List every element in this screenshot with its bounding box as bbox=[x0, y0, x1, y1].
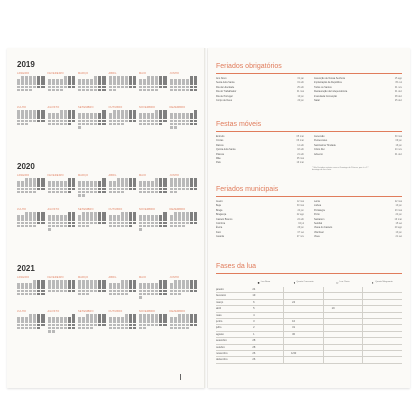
holiday-date: 13 jun bbox=[395, 204, 402, 208]
holiday-name: Dia do Trabalhador bbox=[216, 90, 237, 94]
mini-month-name: DEZEMBRO bbox=[169, 106, 186, 109]
holiday-date: 30 mai bbox=[394, 135, 402, 138]
mini-month bbox=[48, 106, 76, 132]
moon-phase-name: Lua Cheia bbox=[339, 281, 350, 283]
page-mark bbox=[180, 374, 181, 380]
holiday-name: Vila Real bbox=[314, 230, 324, 234]
moon-month: outubro bbox=[216, 344, 244, 350]
mini-month-days bbox=[17, 76, 45, 91]
holiday-name: Restauração da Independência bbox=[314, 90, 348, 94]
holiday-table bbox=[216, 135, 402, 166]
mini-month-name: OUTUBRO bbox=[108, 310, 123, 313]
moon-row bbox=[216, 357, 402, 363]
holiday-date: 19 abr bbox=[297, 81, 304, 85]
holiday-name: Corpo de Deus bbox=[216, 98, 233, 102]
holiday-name: Porto bbox=[314, 213, 320, 217]
holiday-date: 22 mai bbox=[394, 200, 402, 203]
mini-month bbox=[48, 174, 76, 200]
mini-month-name: SETEMBRO bbox=[78, 208, 94, 211]
holiday-date: 24 jun bbox=[297, 208, 304, 212]
mini-month-name: MAIO bbox=[139, 72, 147, 75]
mini-month-days bbox=[109, 212, 137, 227]
holiday-name: Lisboa bbox=[314, 204, 322, 208]
moon-day: 24 bbox=[284, 299, 304, 305]
mini-month bbox=[48, 310, 76, 336]
mini-month-days bbox=[17, 178, 45, 193]
holiday-name: Dia da Liberdade bbox=[216, 85, 235, 89]
moon-day: 5 bbox=[244, 306, 264, 312]
holiday-date: 05 mai bbox=[296, 156, 304, 160]
mini-month-name: FEVEREIRO bbox=[47, 276, 64, 279]
moon-phase-header bbox=[216, 277, 402, 287]
holiday-name: Cinzas bbox=[216, 139, 224, 143]
moon-day: 26 bbox=[244, 351, 264, 357]
mini-month-days bbox=[109, 178, 137, 193]
mini-month-days bbox=[139, 110, 167, 125]
holiday-date: 22 ago bbox=[296, 213, 304, 217]
mini-month-days bbox=[78, 110, 106, 129]
header-spacer bbox=[216, 277, 244, 287]
section-rule bbox=[216, 73, 402, 74]
mini-month-days bbox=[170, 76, 198, 91]
moon-phase-name: Quarto Minguante bbox=[375, 281, 393, 283]
holiday-row bbox=[216, 99, 304, 103]
moon-day: 4 bbox=[244, 312, 264, 318]
mini-month-days bbox=[109, 110, 137, 125]
holiday-name: Viana do Castelo bbox=[314, 226, 333, 230]
moon-phase-icon: ○ bbox=[336, 279, 339, 285]
holiday-name: Santarém bbox=[314, 217, 325, 221]
mini-month bbox=[109, 208, 137, 234]
moon-table bbox=[216, 287, 402, 364]
section-rule bbox=[216, 196, 402, 197]
mini-month-days bbox=[139, 314, 167, 329]
mini-month-days bbox=[48, 76, 76, 91]
holiday-note: * São Feriados móveis como o Domingo de Páscoa, que é o 1.º domingo de lua cheia. bbox=[312, 166, 369, 172]
mini-month bbox=[17, 106, 45, 132]
mini-month-days bbox=[17, 110, 45, 125]
moon-day bbox=[284, 357, 304, 363]
mini-month bbox=[17, 174, 45, 200]
mini-month-name: MARÇO bbox=[78, 174, 89, 177]
holiday-table bbox=[216, 200, 402, 240]
holiday-name: Évora bbox=[216, 226, 223, 230]
mini-month bbox=[78, 276, 106, 302]
moon-month: junho bbox=[216, 319, 244, 325]
mini-month bbox=[78, 310, 106, 336]
holiday-name: Pentecostes bbox=[314, 139, 328, 143]
holiday-name: Imaculada Conceição bbox=[314, 94, 337, 98]
mini-month bbox=[139, 106, 167, 132]
mini-month bbox=[78, 106, 106, 132]
holiday-column-right bbox=[314, 77, 402, 103]
holiday-name: Natal bbox=[314, 98, 320, 102]
mini-month bbox=[170, 106, 198, 132]
moon-month: setembro bbox=[216, 338, 244, 344]
moon-phase-name: Quarto Crescente bbox=[296, 281, 314, 283]
mini-month-days bbox=[139, 76, 167, 91]
holiday-date: 13 jun bbox=[395, 230, 402, 234]
moon-day: 30 bbox=[284, 331, 304, 337]
right-page bbox=[208, 48, 410, 388]
moon-month: novembro bbox=[216, 351, 244, 357]
holiday-name: Leiria bbox=[314, 200, 320, 203]
mini-month-name: MAIO bbox=[139, 276, 147, 279]
mini-month-name: JANEIRO bbox=[17, 174, 30, 177]
holiday-date: 25 abr bbox=[297, 85, 304, 89]
mini-month-days bbox=[17, 314, 45, 329]
month-grid bbox=[17, 276, 197, 336]
month-grid bbox=[17, 174, 197, 234]
section-title: Feriados obrigatórios bbox=[216, 63, 282, 70]
holiday-name: Beja bbox=[216, 204, 221, 208]
holiday-name: Advento bbox=[314, 152, 323, 156]
holiday-name: Entrudo bbox=[216, 135, 225, 138]
holiday-date: 15 ago bbox=[394, 77, 402, 80]
holiday-row bbox=[216, 235, 304, 239]
moon-day: 31 bbox=[284, 325, 304, 331]
mini-month bbox=[109, 72, 137, 98]
mini-month bbox=[17, 208, 45, 234]
holiday-date: 21 abr bbox=[297, 152, 304, 156]
holiday-date: 30 mai bbox=[296, 204, 304, 208]
moon-day bbox=[264, 357, 284, 363]
mini-month bbox=[139, 276, 167, 302]
mini-month bbox=[48, 276, 76, 302]
holiday-date: 24 nov bbox=[394, 148, 402, 152]
moon-month: abril bbox=[216, 306, 244, 312]
mini-month-days bbox=[139, 212, 167, 231]
section-rule bbox=[216, 131, 402, 132]
holiday-date: 20 jun bbox=[297, 98, 304, 102]
holiday-date: 06 mar bbox=[296, 139, 304, 143]
holiday-name: Implantação da República bbox=[314, 81, 342, 85]
holiday-table bbox=[216, 77, 402, 103]
mini-month-name: JULHO bbox=[17, 106, 27, 109]
holiday-row bbox=[314, 99, 402, 103]
holiday-name: Castelo Branco bbox=[216, 217, 233, 221]
month-grid bbox=[17, 72, 197, 132]
mini-month bbox=[109, 106, 137, 132]
holiday-row bbox=[216, 161, 304, 165]
section-feriados-obrigatorios bbox=[216, 62, 402, 103]
mini-month-name: JANEIRO bbox=[17, 276, 30, 279]
mini-month-days bbox=[170, 280, 198, 295]
holiday-date: 25 dez bbox=[394, 98, 402, 102]
mini-month bbox=[78, 208, 106, 234]
moon-day: 19 bbox=[244, 293, 264, 299]
mini-month-name: MARÇO bbox=[78, 276, 89, 279]
holiday-name: Portalegre bbox=[314, 208, 326, 212]
mini-month-days bbox=[109, 280, 137, 295]
section-title: Fases da lua bbox=[216, 263, 257, 270]
holiday-date: 01 jan bbox=[297, 77, 304, 80]
mini-month-days bbox=[78, 280, 106, 295]
holiday-date: 08 dez bbox=[394, 94, 402, 98]
mini-month-days bbox=[109, 314, 137, 329]
mini-month-name: MAIO bbox=[139, 174, 147, 177]
moon-month: março bbox=[216, 299, 244, 305]
mini-month-name: JULHO bbox=[17, 310, 27, 313]
mini-month-days bbox=[48, 280, 76, 292]
section-feriados-municipais bbox=[216, 185, 402, 240]
mini-month bbox=[170, 310, 198, 336]
mini-month bbox=[170, 208, 198, 234]
holiday-date: 19 mar bbox=[296, 161, 304, 165]
holiday-date: 10 jun bbox=[297, 94, 304, 98]
holiday-name: Sexta-feira Santa bbox=[216, 81, 235, 85]
mini-month-name: FEVEREIRO bbox=[47, 174, 64, 177]
moon-phase-icon: ◑ bbox=[292, 279, 296, 285]
moon-phase-label bbox=[244, 277, 284, 287]
mini-month-name: MARÇO bbox=[78, 72, 89, 75]
holiday-name: Guarda bbox=[216, 235, 224, 239]
holiday-row bbox=[314, 235, 402, 239]
holiday-date: 01 dez bbox=[394, 90, 402, 94]
holiday-date: 24 jun bbox=[395, 213, 402, 217]
year-label: 2019 bbox=[17, 60, 35, 69]
mini-month-days bbox=[17, 280, 45, 295]
mini-month-days bbox=[139, 280, 167, 299]
moon-day: 28 bbox=[244, 344, 264, 350]
holiday-name: Ramos bbox=[216, 143, 224, 147]
mini-month-name: JUNHO bbox=[169, 174, 180, 177]
mini-month-name: AGOSTO bbox=[47, 310, 60, 313]
moon-day bbox=[343, 357, 363, 363]
mini-month-name: OUTUBRO bbox=[108, 106, 123, 109]
mini-month-days bbox=[78, 314, 106, 329]
mini-month bbox=[139, 72, 167, 98]
moon-day: 10 bbox=[284, 319, 304, 325]
mini-month bbox=[170, 276, 198, 302]
holiday-date: 05 out bbox=[395, 81, 402, 85]
moon-month: julho bbox=[216, 325, 244, 331]
mini-month-days bbox=[48, 110, 76, 125]
holiday-date: 04 jul bbox=[298, 221, 304, 225]
holiday-name: Coimbra bbox=[216, 221, 226, 225]
mini-month bbox=[17, 310, 45, 336]
holiday-date: 12 mai bbox=[296, 200, 304, 203]
moon-day: 19 bbox=[323, 306, 343, 312]
mini-month-name: SETEMBRO bbox=[78, 106, 94, 109]
mini-month-name: ABRIL bbox=[108, 276, 117, 279]
mini-month-days bbox=[48, 212, 76, 231]
mini-month bbox=[17, 72, 45, 98]
mini-month-days bbox=[78, 76, 106, 91]
mini-month-name: JULHO bbox=[17, 208, 27, 211]
moon-day: 1/30 bbox=[284, 351, 304, 357]
mini-month bbox=[17, 276, 45, 302]
holiday-date: 27 nov bbox=[296, 235, 304, 239]
mini-month-name: NOVEMBRO bbox=[139, 106, 156, 109]
holiday-column-left bbox=[216, 135, 304, 166]
mini-month-days bbox=[139, 178, 167, 193]
mini-month-name: DEZEMBRO bbox=[169, 208, 186, 211]
holiday-name: Páscoa bbox=[216, 152, 224, 156]
section-rule bbox=[216, 273, 402, 274]
moon-month: fevereiro bbox=[216, 293, 244, 299]
holiday-name: Todos os Santos bbox=[314, 85, 332, 89]
moon-day bbox=[363, 357, 383, 363]
holiday-date: 01 mai bbox=[296, 90, 304, 94]
moon-month: dezembro bbox=[216, 357, 244, 363]
mini-month bbox=[109, 310, 137, 336]
moon-month: agosto bbox=[216, 331, 244, 337]
holiday-column-right bbox=[314, 200, 402, 240]
holiday-date: 23 mai bbox=[394, 208, 402, 212]
section-title: Festas móveis bbox=[216, 121, 262, 128]
holiday-date: 19 mar bbox=[394, 217, 402, 221]
mini-month-days bbox=[170, 212, 198, 227]
holiday-name: Dia de Portugal bbox=[216, 94, 233, 98]
holiday-date: 01 dez bbox=[394, 152, 402, 156]
mini-month bbox=[48, 208, 76, 234]
mini-month-days bbox=[48, 178, 76, 193]
section-title: Feriados municipais bbox=[216, 186, 279, 193]
mini-month-name: OUTUBRO bbox=[108, 208, 123, 211]
mini-month-name: AGOSTO bbox=[47, 106, 60, 109]
mini-month bbox=[139, 208, 167, 234]
moon-phase-icon: ● bbox=[257, 279, 260, 285]
holiday-name: Aveiro bbox=[216, 200, 223, 203]
holiday-date: 21 set bbox=[395, 235, 402, 239]
mini-month-name: JANEIRO bbox=[17, 72, 30, 75]
section-fases-lua bbox=[216, 262, 402, 364]
mini-month-name: NOVEMBRO bbox=[139, 310, 156, 313]
mini-month-name: AGOSTO bbox=[47, 208, 60, 211]
moon-month: janeiro bbox=[216, 287, 244, 293]
mini-month-name: JUNHO bbox=[169, 276, 180, 279]
mini-month-name: DEZEMBRO bbox=[169, 310, 186, 313]
left-page bbox=[7, 48, 205, 388]
mini-month-name: ABRIL bbox=[108, 72, 117, 75]
moon-phase-label bbox=[323, 277, 363, 287]
holiday-date: 29 jun bbox=[297, 226, 304, 230]
mini-month bbox=[48, 72, 76, 98]
holiday-date: 09 jun bbox=[395, 139, 402, 143]
mini-month bbox=[170, 72, 198, 98]
holiday-name: Ano Novo bbox=[216, 77, 227, 80]
moon-day: 2 bbox=[244, 325, 264, 331]
holiday-date: 24 abr bbox=[297, 217, 304, 221]
moon-day bbox=[323, 357, 343, 363]
mini-month-days bbox=[48, 314, 76, 333]
holiday-name: Ascensão bbox=[314, 135, 325, 138]
moon-phase-icon: ◐ bbox=[371, 279, 375, 285]
mini-month bbox=[109, 276, 137, 302]
mini-month-days bbox=[170, 110, 198, 129]
holiday-row bbox=[314, 153, 402, 157]
holiday-column-left bbox=[216, 77, 304, 103]
holiday-date: 01 nov bbox=[394, 85, 402, 89]
holiday-date: 18 abr bbox=[297, 148, 304, 152]
mini-month-name: SETEMBRO bbox=[78, 310, 94, 313]
moon-day: 1 bbox=[244, 331, 264, 337]
holiday-name: Faro bbox=[216, 230, 221, 234]
holiday-name: Mãe bbox=[216, 156, 221, 160]
holiday-date: 14 abr bbox=[297, 143, 304, 147]
mini-month-days bbox=[170, 314, 198, 329]
holiday-date: 20 ago bbox=[394, 226, 402, 230]
year-label: 2021 bbox=[17, 264, 35, 273]
holiday-date: 05 mar bbox=[296, 135, 304, 138]
mini-month-name: FEVEREIRO bbox=[47, 72, 64, 75]
moon-day: 3 bbox=[244, 319, 264, 325]
holiday-name: Setúbal bbox=[314, 221, 323, 225]
moon-day: 6 bbox=[244, 299, 264, 305]
holiday-name: Braga bbox=[216, 208, 223, 212]
holiday-name: Bragança bbox=[216, 213, 227, 217]
mini-month-days bbox=[17, 212, 45, 227]
holiday-column-left bbox=[216, 200, 304, 240]
holiday-date: 07 set bbox=[297, 230, 304, 234]
mini-month-name: NOVEMBRO bbox=[139, 208, 156, 211]
holiday-name: Cristo Rei bbox=[314, 148, 325, 152]
mini-month bbox=[170, 174, 198, 200]
moon-phase-label bbox=[284, 277, 324, 287]
section-festas-moveis bbox=[216, 120, 402, 172]
mini-month-days bbox=[78, 212, 106, 227]
mini-month bbox=[139, 310, 167, 336]
mini-month-name: JUNHO bbox=[169, 72, 180, 75]
mini-month bbox=[78, 174, 106, 200]
mini-month-days bbox=[109, 76, 137, 91]
mini-month-name: ABRIL bbox=[108, 174, 117, 177]
moon-phase-name: Lua Nova bbox=[260, 281, 271, 283]
moon-day: 24 bbox=[244, 287, 264, 293]
holiday-name: Viseu bbox=[314, 235, 320, 239]
mini-month-days bbox=[170, 178, 198, 193]
holiday-name: Assunção de Nossa Senhora bbox=[314, 77, 345, 80]
holiday-date: 16 jun bbox=[395, 143, 402, 147]
moon-month: maio bbox=[216, 312, 244, 318]
mini-month bbox=[78, 72, 106, 98]
year-label: 2020 bbox=[17, 162, 35, 171]
moon-day: 28 bbox=[244, 338, 264, 344]
holiday-name: Pais bbox=[216, 161, 221, 165]
moon-phase-label bbox=[363, 277, 403, 287]
moon-day bbox=[303, 357, 323, 363]
moon-day: 26 bbox=[244, 357, 264, 363]
holiday-date: 15 set bbox=[395, 221, 402, 225]
mini-month bbox=[139, 174, 167, 200]
holiday-column-right bbox=[314, 135, 402, 166]
moon-day bbox=[382, 357, 402, 363]
holiday-name: Quinta-feira Santa bbox=[216, 148, 236, 152]
holiday-name: Santíssima Trindade bbox=[314, 143, 336, 147]
mini-month bbox=[109, 174, 137, 200]
mini-month-days bbox=[78, 178, 106, 197]
